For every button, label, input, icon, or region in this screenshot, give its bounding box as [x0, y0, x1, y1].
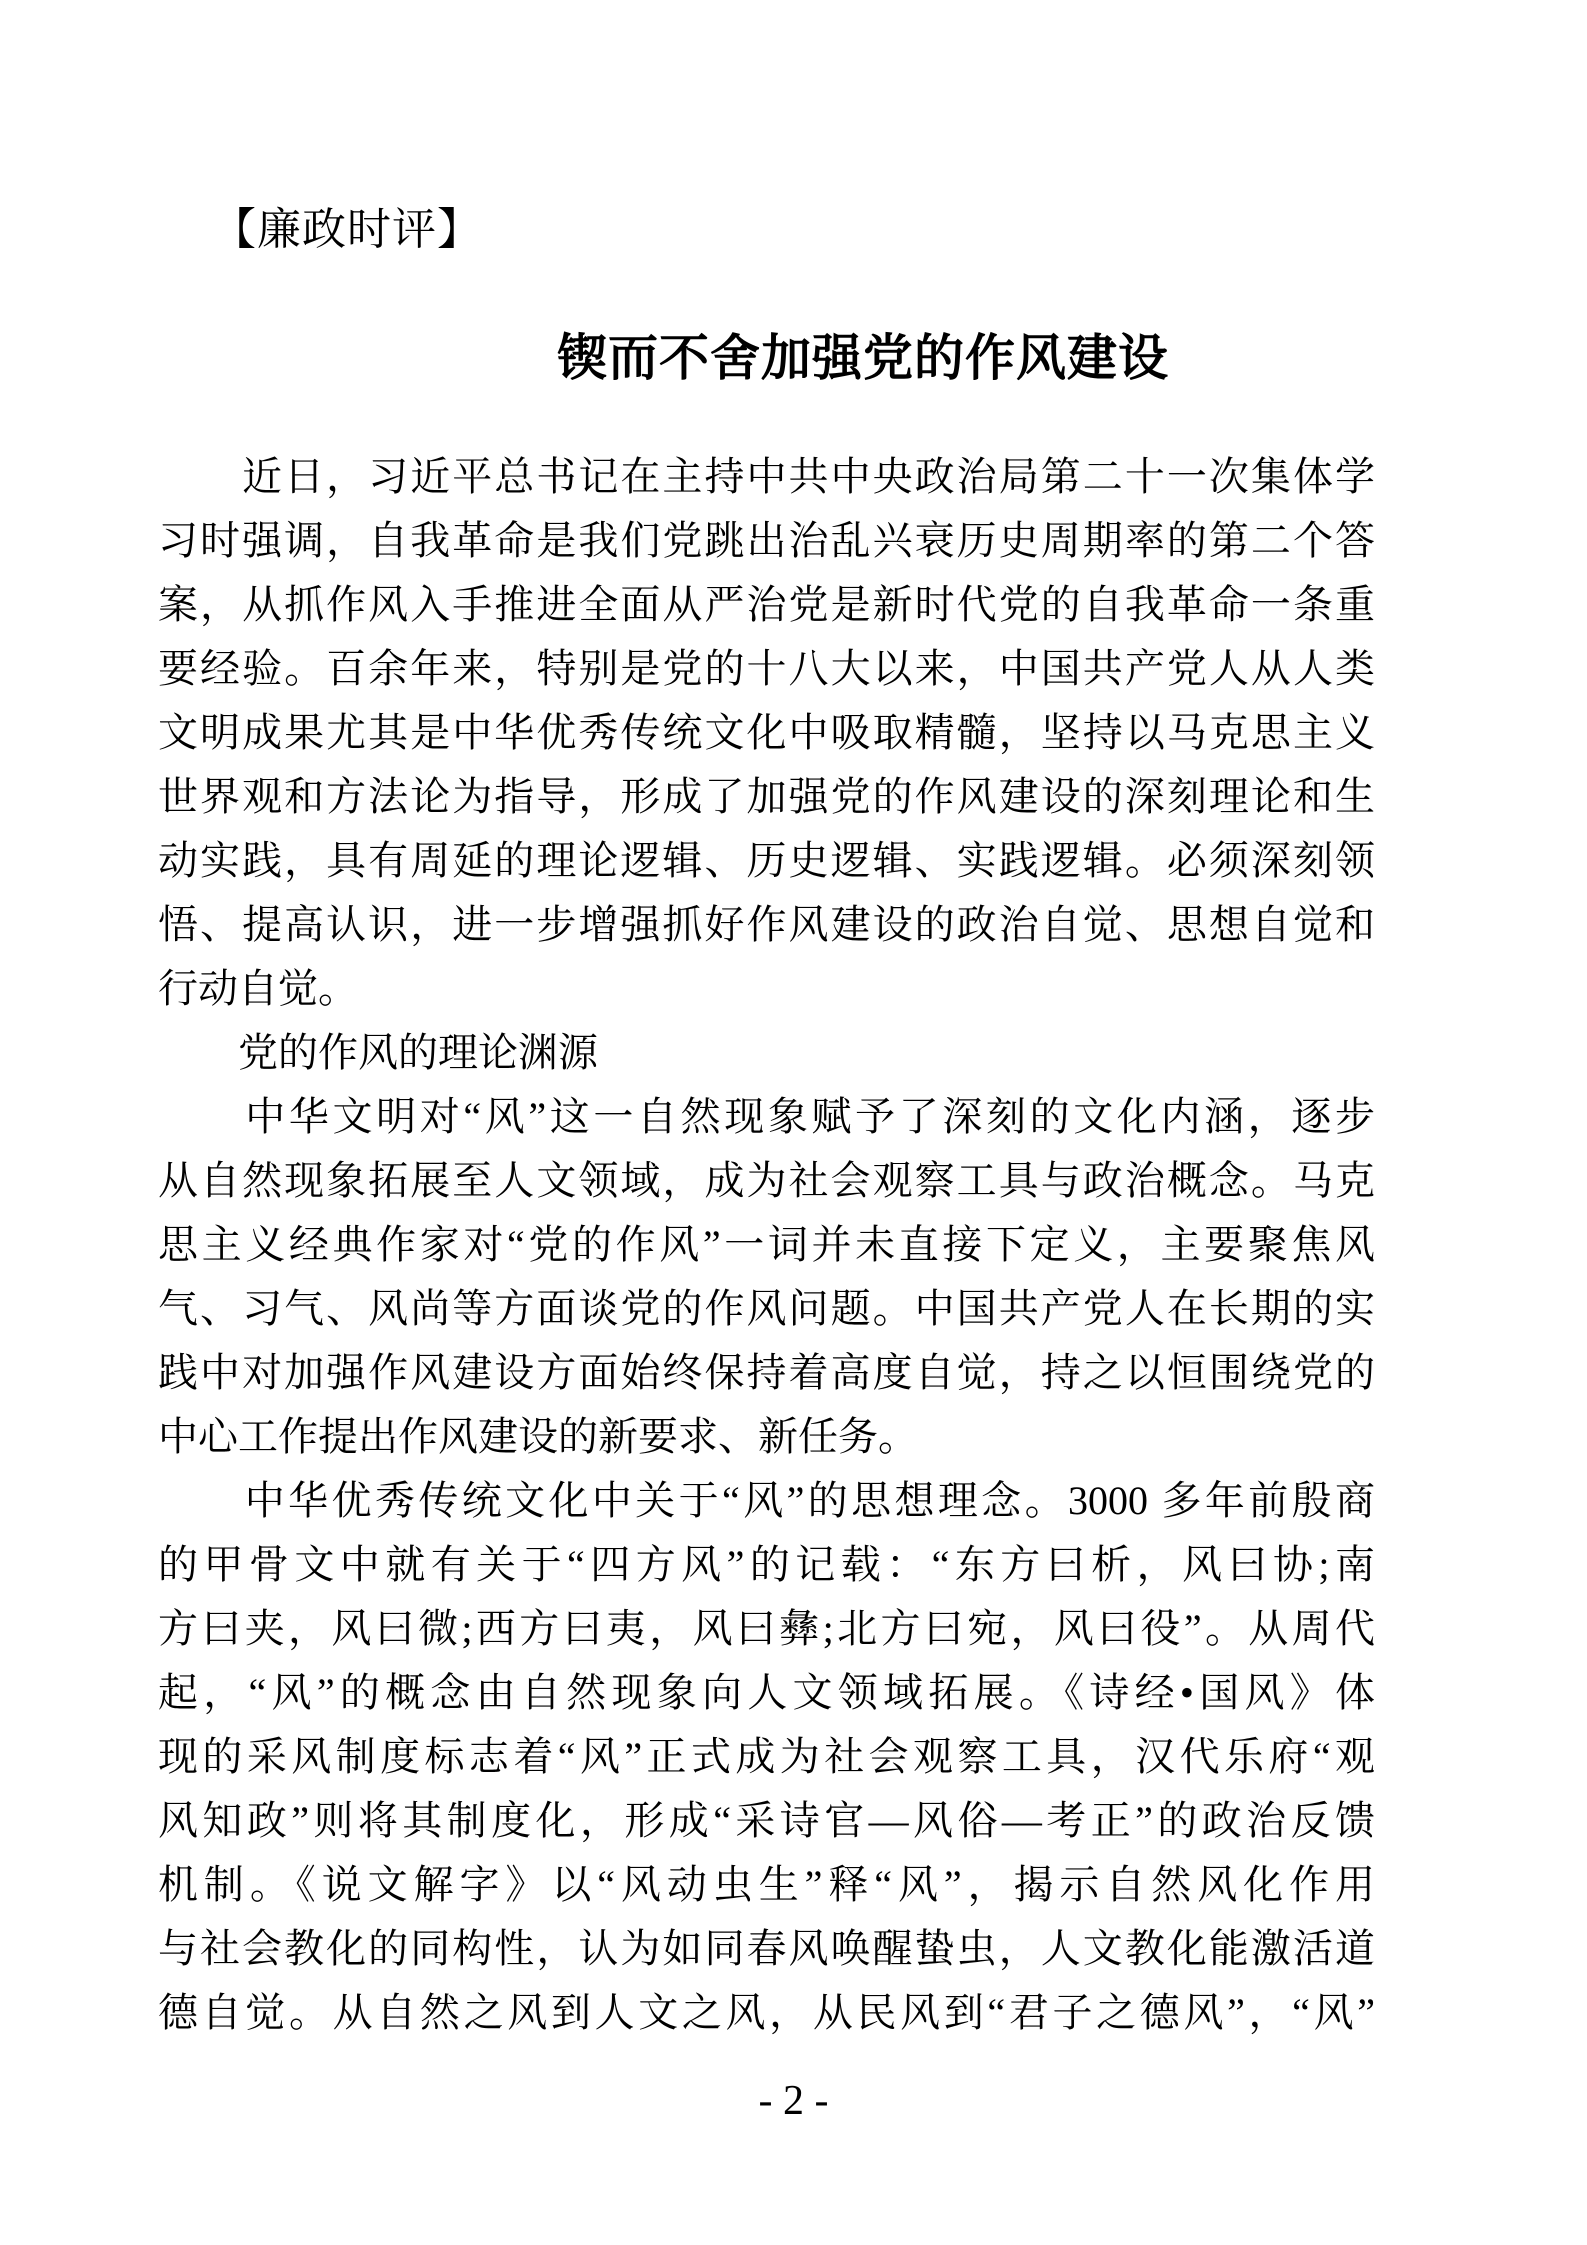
body-line: 悟、提高认识，进一步增强抓好作风建设的政治自觉、思想自觉和 [158, 902, 1375, 947]
body-line: 的甲骨文中就有关于“四方风”的记载：“东方曰析，风曰协;南 [158, 1542, 1375, 1587]
body-line: 中心工作提出作风建设的新要求、新任务。 [158, 1414, 918, 1459]
body-line: 习时强调，自我革命是我们党跳出治乱兴衰历史周期率的第二个答 [158, 518, 1375, 563]
page-number: - 2 - [758, 2078, 829, 2124]
body-line: 近日，习近平总书记在主持中共中央政治局第二十一次集体学 [158, 454, 1375, 499]
body-line: 风知政”则将其制度化，形成“采诗官—风俗—考正”的政治反馈 [158, 1798, 1375, 1843]
body-line: 动实践，具有周延的理论逻辑、历史逻辑、实践逻辑。必须深刻领 [158, 838, 1375, 883]
body-line: 从自然现象拓展至人文领域，成为社会观察工具与政治概念。马克 [158, 1158, 1375, 1203]
body-line: 现的采风制度标志着“风”正式成为社会观察工具，汉代乐府“观 [158, 1734, 1375, 1779]
body-line: 文明成果尤其是中华优秀传统文化中吸取精髓，坚持以马克思主义 [158, 710, 1375, 755]
category-tag: 【廉政时评】 [212, 205, 482, 254]
article-title: 锲而不舍加强党的作风建设 [557, 330, 1169, 386]
body-line: 行动自觉。 [158, 966, 358, 1011]
body-line: 世界观和方法论为指导，形成了加强党的作风建设的深刻理论和生 [158, 774, 1375, 819]
body-line: 中华优秀传统文化中关于“风”的思想理念。3000 多年前殷商 [158, 1478, 1375, 1523]
body-line: 中华文明对“风”这一自然现象赋予了深刻的文化内涵，逐步 [158, 1094, 1375, 1139]
section-heading: 党的作风的理论渊源 [158, 1030, 598, 1075]
body-line: 德自觉。从自然之风到人文之风，从民风到“君子之德风”，“风” [158, 1990, 1375, 2035]
body-line: 气、习气、风尚等方面谈党的作风问题。中国共产党人在长期的实 [158, 1286, 1375, 1331]
body-line: 方曰夹，风曰微;西方曰夷，风曰彝;北方曰宛，风曰役”。从周代 [158, 1606, 1375, 1651]
article-body [158, 445, 1375, 2045]
body-line: 与社会教化的同构性，认为如同春风唤醒蛰虫，人文教化能激活道 [158, 1926, 1375, 1971]
body-line: 践中对加强作风建设方面始终保持着高度自觉，持之以恒围绕党的 [158, 1350, 1375, 1395]
body-line: 思主义经典作家对“党的作风”一词并未直接下定义，主要聚焦风 [158, 1222, 1375, 1267]
body-line: 起，“风”的概念由自然现象向人文领域拓展。《诗经•国风》体 [158, 1670, 1375, 1715]
body-line: 要经验。百余年来，特别是党的十八大以来，中国共产党人从人类 [158, 646, 1375, 691]
body-line: 案，从抓作风入手推进全面从严治党是新时代党的自我革命一条重 [158, 582, 1375, 627]
body-line: 机制。《说文解字》以“风动虫生”释“风”，揭示自然风化作用 [158, 1862, 1375, 1907]
